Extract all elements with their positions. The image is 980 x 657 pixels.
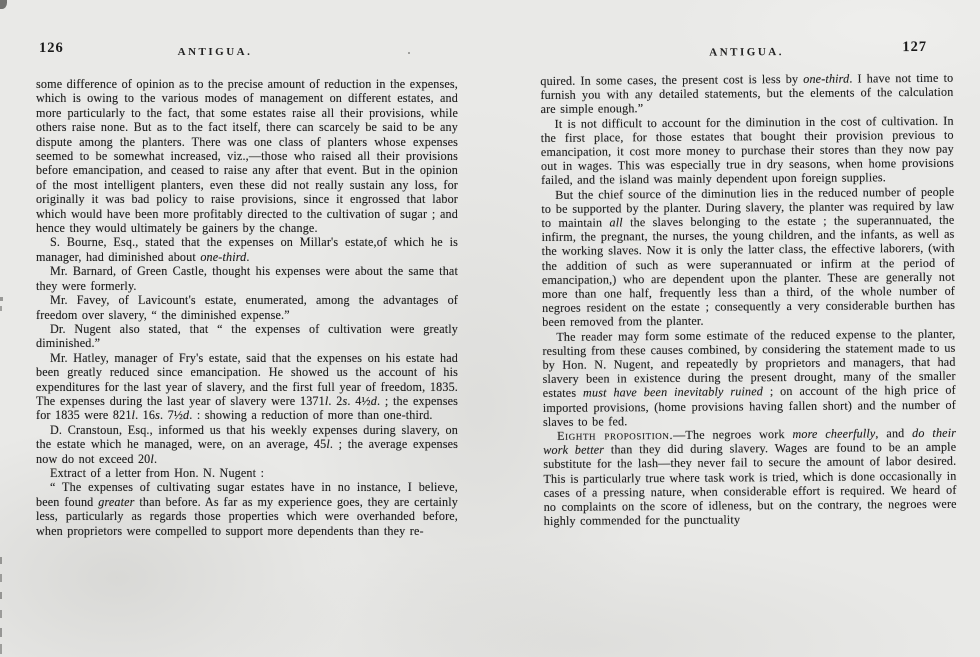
scan-artifact bbox=[0, 628, 2, 637]
page-right-header bbox=[540, 39, 953, 76]
text-column-left bbox=[36, 77, 458, 627]
paragraph bbox=[543, 426, 957, 529]
text-segment-italic: one-third bbox=[803, 71, 850, 86]
paragraph bbox=[36, 351, 458, 423]
paragraph bbox=[540, 71, 953, 117]
text-segment-italic: one-third bbox=[200, 249, 247, 264]
text-segment: some difference of opinion as to the precise amount of reduction in the expenses, which is owing to the various modes of management on different estates, and more particularly to the fact, that some estates raise all their provisions, while others raise none. But as to the fact itself, there can scarcely be said to be any dispute among the planters. There was one class of planters whose expenses seemed to be somewhat increased, viz.,—those who raised all their provisions before emancipation, and ceased to raise any after that event. But in the opinion of the most intelligent planters, even these did not really sustain any loss, for originally it was bad policy to raise provisions, since it engrossed that labor which would have been more profitably directed to the cultivation of sugar ; and hence they would ultimately be gainers by the change. bbox=[36, 77, 458, 236]
text-segment: Mr. Hatley, manager of Fry's estate, said that the expenses on his estate had been greatly reduced since emancipation. He showed us the account of his expenditures for the last year of slavery, and the first full year of freedom, 1835. The expenses during the last year of slavery were 1371 bbox=[36, 350, 458, 408]
text-segment: . I have not time to furnish you with any detailed statements, but the elements of the calculation are simple enough.” bbox=[540, 70, 954, 117]
text-segment: . ; the average expenses now do not exceed 20 bbox=[36, 437, 458, 466]
page-number-right: 127 bbox=[902, 38, 928, 56]
page-number-left: 126 bbox=[39, 40, 64, 56]
text-segment-italic: must have been inevitably ruined bbox=[582, 384, 764, 401]
text-segment: . 2 bbox=[328, 393, 343, 408]
text-segment-italic: l bbox=[326, 437, 330, 452]
text-segment: ; on account of the high price of imported provisions, (home provisions having fallen short) and the number of slaves to be fed. bbox=[542, 383, 956, 429]
text-segment: D. Cranstoun, Esq., informed us that his weekly expenses during slavery, on the estate which he managed, were, on an average, 45 bbox=[36, 422, 458, 452]
text-segment: Mr. Barnard, of Green Castle, thought his expenses were about the same that they were formerly. bbox=[36, 264, 458, 293]
paragraph bbox=[541, 113, 955, 187]
text-segment-italic: s bbox=[342, 393, 348, 408]
paragraph bbox=[36, 293, 458, 322]
text-segment: . bbox=[153, 451, 158, 466]
text-segment: . : showing a reduction of more than one-third. bbox=[189, 408, 433, 423]
text-segment-smallcaps: Eighth proposition. bbox=[557, 427, 674, 443]
running-head-left: ANTIGUA. bbox=[177, 46, 253, 58]
scan-artifact bbox=[0, 306, 2, 311]
text-segment-italic: more cheerfully bbox=[792, 426, 876, 442]
text-segment: —The negroes work bbox=[673, 427, 793, 442]
page-left-header bbox=[36, 40, 458, 74]
scan-artifact bbox=[0, 592, 2, 599]
paragraph bbox=[36, 235, 458, 264]
text-segment-italic: all bbox=[609, 215, 623, 230]
text-segment: “ The expenses of cultivating sugar estates have in no instance, I believe, been found bbox=[36, 480, 458, 509]
text-segment: The reader may form some estimate of the reduced expense to the planter, resulting from these causes combined, by considering the statement made to us by Hon. N. Nugent, and repeatedly by proprietors and managers, that had slavery been in existence during the present drought, many of the smaller estates bbox=[542, 326, 956, 401]
text-segment-italic: d bbox=[370, 393, 377, 408]
text-segment: quired. In some cases, the present cost is less by bbox=[540, 71, 804, 88]
text-segment: . 4½ bbox=[347, 393, 371, 408]
paragraph bbox=[36, 466, 458, 480]
paragraph bbox=[36, 480, 458, 538]
paragraph bbox=[542, 326, 956, 429]
text-segment: than they did during slavery. Wages are found to be an ample substitute for the lash—they never fail to secure the amount of labor desired. This is particularly true where task work is tried, which is done occasionally in cases of a pressing nature, when considerable effort is required. We heard of no complaints on the score of idleness, but on the contrary, the negroes were highly commended for the punctuality bbox=[543, 439, 957, 529]
text-segment: the slaves belonging to the estate ; the superannuated, the infirm, the pregnant, the nurses, the young children, and the infants, as well as the working slaves. Now it is only the latter class, the effective laborers, (with the addition of such as were superannuated or infirm at the period of emancipation,) who are dependent upon the planter. These are generally not more than one half, frequently less than a third, of the whole number of negroes resident on the estate ; consequently a very considerable burthen has been removed from the planter. bbox=[541, 212, 956, 330]
text-segment-italic: l bbox=[150, 451, 154, 466]
scan-artifact-speck bbox=[408, 52, 410, 54]
text-column-right bbox=[540, 71, 957, 602]
scan-artifact bbox=[0, 297, 3, 301]
paragraph bbox=[36, 264, 458, 293]
text-segment: Extract of a letter from Hon. N. Nugent : bbox=[50, 465, 265, 480]
text-segment: . 16 bbox=[135, 408, 156, 423]
paragraph bbox=[541, 184, 955, 329]
text-segment: than before. As far as my experience goes, they are certainly less, particularly as regards those properties which were overhanded before, when proprietors were compelled to support more dependents than they re- bbox=[36, 494, 458, 538]
paragraph bbox=[36, 322, 458, 351]
scan-artifact-corner bbox=[0, 0, 7, 9]
text-segment: . ; the expenses for 1835 were 821 bbox=[36, 393, 458, 423]
scan-artifact bbox=[0, 557, 2, 564]
paragraph bbox=[36, 77, 458, 235]
text-segment: , and bbox=[875, 426, 913, 441]
text-segment: Mr. Favey, of Lavicount's estate, enumerated, among the advantages of freedom over slavery, “ the diminished expense.” bbox=[36, 293, 458, 322]
text-segment-italic: d bbox=[183, 408, 190, 423]
text-segment: . 7½ bbox=[159, 408, 184, 423]
text-segment: . bbox=[246, 249, 250, 264]
paragraph bbox=[36, 423, 458, 466]
scan-artifact bbox=[0, 644, 2, 654]
text-segment-italic: l bbox=[131, 408, 136, 423]
text-segment: But the chief source of the diminution lies in the reduced number of people to be supported by the planter. During slavery, the planter was required by law to maintain bbox=[541, 184, 955, 230]
text-segment-italic: l bbox=[324, 393, 329, 408]
scan-artifact bbox=[0, 610, 2, 618]
text-segment: S. Bourne, Esq., stated that the expenses on Millar's estate,of which he is manager, had diminished about bbox=[36, 235, 458, 264]
text-segment: Dr. Nugent also stated, that “ the expenses of cultivation were greatly diminished.” bbox=[36, 321, 458, 351]
text-segment-italic: greater bbox=[98, 494, 135, 509]
text-segment: It is not difficult to account for the diminution in the cost of cultivation. In the first place, for those estates that bought their provision previous to emancipation, it cost more money to purchase their stores than they now pay out in wages. This was especially true in dry seasons, when home provisions failed, and the island was mainly dependent upon foreign supplies. bbox=[540, 113, 955, 188]
page-left bbox=[36, 40, 458, 627]
text-segment-italic: s bbox=[155, 408, 160, 423]
running-head-right: ANTIGUA. bbox=[709, 46, 784, 59]
scan-artifact bbox=[0, 574, 2, 582]
text-segment-italic: do their work better bbox=[543, 425, 957, 458]
page-right bbox=[540, 39, 957, 602]
